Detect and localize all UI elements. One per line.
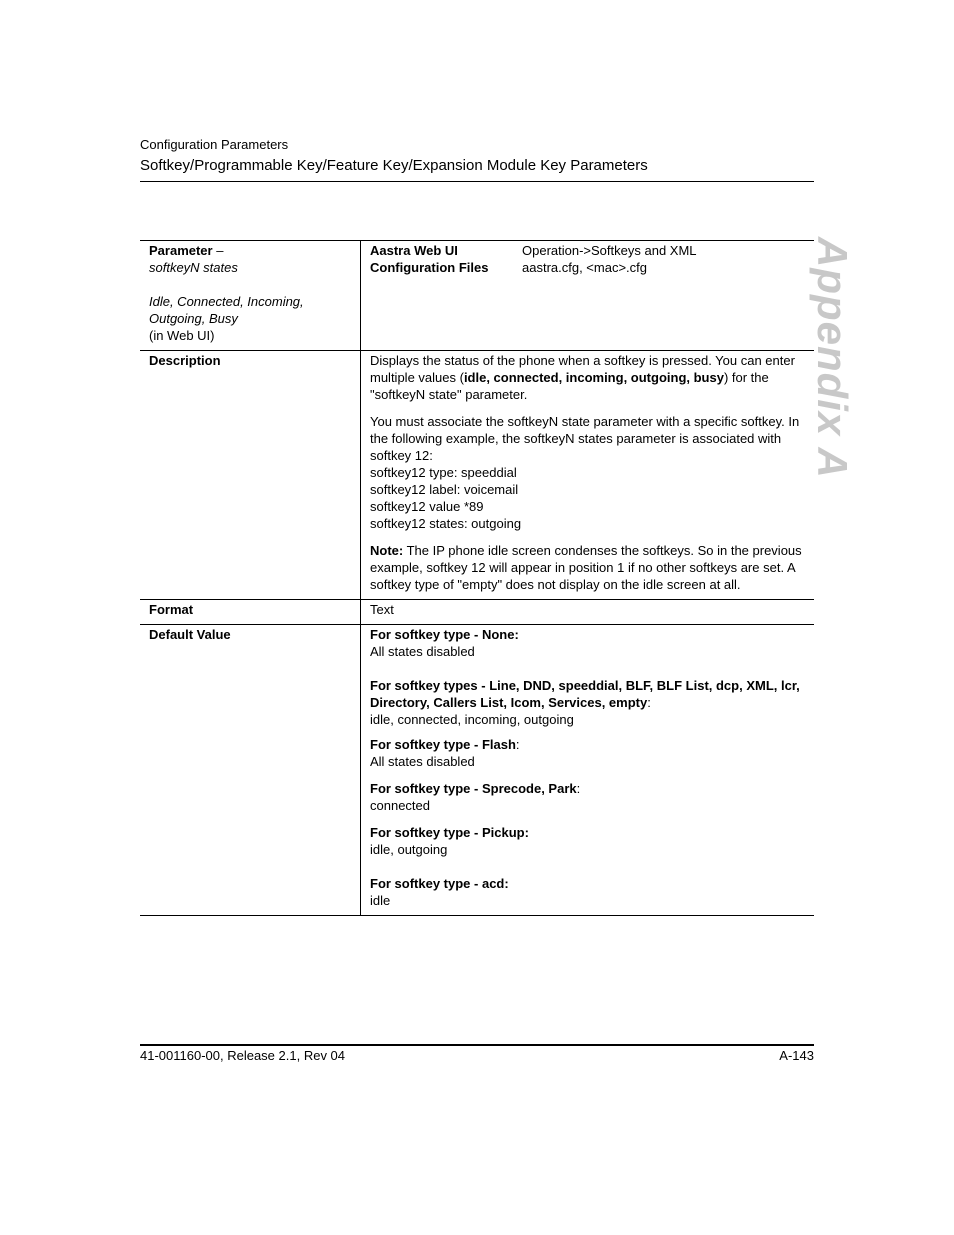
running-header-section: Configuration Parameters: [140, 137, 289, 152]
parameter-cell: [140, 241, 361, 351]
colon: :: [515, 737, 520, 752]
aastra-web-ui-label: Aastra Web UI: [370, 243, 458, 258]
format-label: Format: [149, 602, 194, 617]
note-text: The IP phone idle screen condenses the softkeys. So in the previous example, softkey 12 will appear in position 1 if no other softkeys are set. A softkey type of "empty" does not display on the idle screen at all.: [370, 543, 802, 592]
example-line: softkey12 value *89: [370, 499, 484, 514]
colon: :: [647, 695, 651, 710]
default-value-label: Default Value: [149, 627, 231, 642]
description-row: [140, 351, 814, 600]
default-value-cell: [361, 625, 815, 916]
default-sprecode-value: connected: [370, 798, 430, 813]
default-acd-value: idle: [370, 893, 391, 908]
format-value-cell: [361, 600, 815, 625]
default-pickup-value: idle, outgoing: [370, 842, 448, 857]
example-line: softkey12 type: speeddial: [370, 465, 517, 480]
description-paragraph-1: [370, 352, 806, 403]
format-label-cell: [140, 600, 361, 625]
default-pickup-block: [370, 824, 806, 858]
footer-divider: [140, 1044, 814, 1046]
format-row: [140, 600, 814, 625]
default-none-heading: For softkey type - None:: [370, 627, 519, 642]
config-files-value: aastra.cfg, <mac>.cfg: [522, 260, 648, 275]
example-line: softkey12 states: outgoing: [370, 516, 522, 531]
description-cell: [361, 351, 815, 600]
example-intro: You must associate the softkeyN state parameter with a specific softkey. In the following example, the softkeyN states parameter is associated with softkey 12:: [370, 414, 800, 463]
description-paragraph-2: [370, 413, 806, 532]
description-note: [370, 542, 806, 593]
default-flash-heading: For softkey type - Flash: [370, 737, 516, 752]
default-none-value: All states disabled: [370, 644, 475, 659]
parameter-row: [140, 241, 814, 351]
parameter-dash: –: [212, 243, 224, 258]
parameter-locations-cell: [361, 241, 815, 351]
aastra-web-ui-value: Operation->Softkeys and XML: [522, 243, 697, 258]
default-sprecode-heading: For softkey type - Sprecode, Park: [370, 781, 577, 796]
description-text-end: ) for the "softkeyN state" parameter.: [370, 370, 769, 402]
default-value-label-cell: [140, 625, 361, 916]
description-values: idle, connected, incoming, outgoing, busy: [463, 370, 724, 385]
default-acd-block: [370, 875, 806, 909]
parameter-table: [140, 240, 814, 916]
format-value: Text: [370, 602, 394, 617]
parameter-name: softkeyN states: [149, 260, 238, 275]
parameter-webui-suffix: (in Web UI): [149, 328, 215, 343]
example-line: softkey12 label: voicemail: [370, 482, 519, 497]
running-header-title: Softkey/Programmable Key/Feature Key/Expansion Module Key Parameters: [140, 157, 648, 174]
footer-doc-id: 41-001160-00, Release 2.1, Rev 04: [140, 1048, 346, 1063]
config-files-label: Configuration Files: [370, 260, 489, 275]
default-flash-value: All states disabled: [370, 754, 475, 769]
default-flash-block: [370, 736, 806, 770]
parameter-webui-name: Idle, Connected, Incoming, Outgoing, Busy: [149, 294, 304, 326]
default-value-row: [140, 625, 814, 916]
colon: :: [576, 781, 581, 796]
description-label: Description: [149, 353, 221, 368]
default-types-block: [370, 677, 806, 728]
description-label-cell: [140, 351, 361, 600]
parameter-label: Parameter: [149, 243, 213, 258]
default-types-heading: For softkey types - Line, DND, speeddial, BLF, BLF List, dcp, XML, lcr, Directory, Callers List, Icom, Services, empty: [370, 678, 800, 710]
default-sprecode-block: [370, 780, 806, 814]
header-divider: [140, 181, 814, 182]
default-acd-heading: For softkey type - acd:: [370, 876, 509, 891]
note-label: Note:: [370, 543, 404, 558]
default-types-value: idle, connected, incoming, outgoing: [370, 712, 574, 727]
footer-page-number: A-143: [779, 1048, 814, 1063]
description-text: Displays the status of the phone when a softkey is pressed. You can enter multiple values (: [370, 353, 795, 385]
default-pickup-heading: For softkey type - Pickup:: [370, 825, 529, 840]
appendix-side-tab-label: Appendix A: [809, 236, 856, 479]
